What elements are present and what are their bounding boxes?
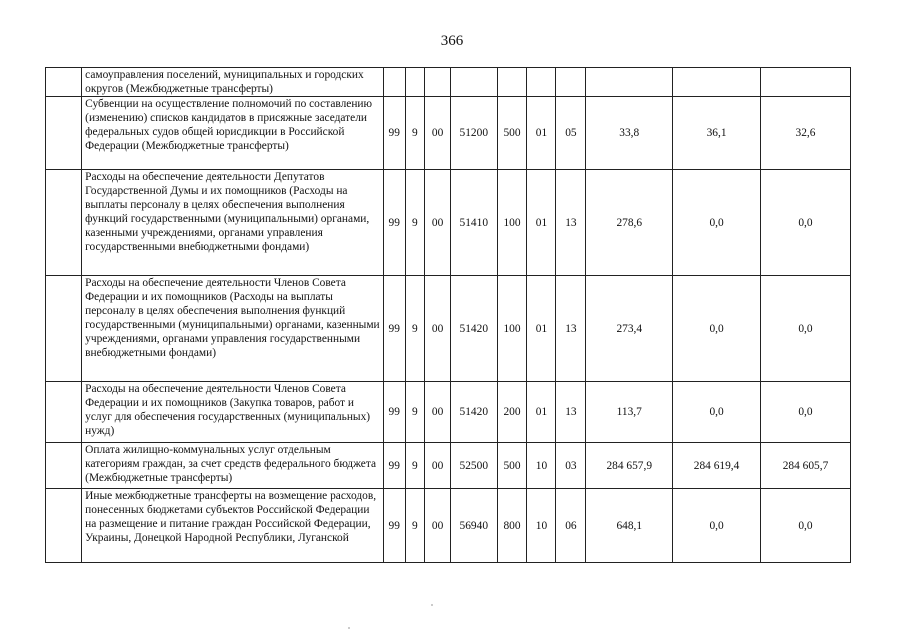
- amount-year-1: 33,8: [586, 97, 673, 170]
- row-description: Расходы на обеспечение деятельности Членов Совета Федерации и их помощников (Закупка товаров, работ и услуг для обеспечения государственных (муниципальных) нужд): [82, 382, 384, 443]
- code-program: 99: [383, 170, 405, 276]
- row-spacer-cell: [46, 276, 82, 382]
- code-program: 99: [383, 382, 405, 443]
- code-subsection: [556, 68, 586, 97]
- code-direction: [451, 68, 498, 97]
- code-subprogram: 9: [405, 443, 425, 489]
- code-expense-type: 500: [497, 443, 527, 489]
- amount-year-1: 278,6: [586, 170, 673, 276]
- amount-year-2: [673, 68, 761, 97]
- code-section: 01: [527, 382, 556, 443]
- amount-year-3: 284 605,7: [760, 443, 850, 489]
- code-direction: 51200: [451, 97, 498, 170]
- table-row: [46, 489, 851, 563]
- scan-speck: [348, 627, 350, 629]
- code-subprogram: 9: [405, 276, 425, 382]
- row-description: Оплата жилищно-коммунальных услуг отдельным категориям граждан, за счет средств федерального бюджета (Межбюджетные трансферты): [82, 443, 384, 489]
- code-program: 99: [383, 276, 405, 382]
- row-spacer-cell: [46, 68, 82, 97]
- table-row: [46, 97, 851, 170]
- code-section: 10: [527, 489, 556, 563]
- table-row: [46, 443, 851, 489]
- code-subsection: 06: [556, 489, 586, 563]
- code-expense-type: 800: [497, 489, 527, 563]
- code-section: 01: [527, 170, 556, 276]
- code-expense-type: [497, 68, 527, 97]
- code-subprogram: [405, 68, 425, 97]
- code-subsection: 05: [556, 97, 586, 170]
- table-row: [46, 382, 851, 443]
- code-subsection: 13: [556, 382, 586, 443]
- code-program: 99: [383, 97, 405, 170]
- code-expense-type: 500: [497, 97, 527, 170]
- amount-year-2: 0,0: [673, 276, 761, 382]
- amount-year-2: 284 619,4: [673, 443, 761, 489]
- code-section: [527, 68, 556, 97]
- amount-year-1: 273,4: [586, 276, 673, 382]
- code-direction: 51420: [451, 382, 498, 443]
- row-spacer-cell: [46, 489, 82, 563]
- code-main-activity: 00: [425, 170, 451, 276]
- code-subsection: 13: [556, 276, 586, 382]
- amount-year-2: 36,1: [673, 97, 761, 170]
- code-expense-type: 100: [497, 170, 527, 276]
- table-row: [46, 68, 851, 97]
- code-direction: 51410: [451, 170, 498, 276]
- amount-year-3: [760, 68, 850, 97]
- code-subprogram: 9: [405, 97, 425, 170]
- row-spacer-cell: [46, 170, 82, 276]
- code-expense-type: 200: [497, 382, 527, 443]
- row-spacer-cell: [46, 382, 82, 443]
- amount-year-1: [586, 68, 673, 97]
- code-expense-type: 100: [497, 276, 527, 382]
- row-spacer-cell: [46, 443, 82, 489]
- code-section: 10: [527, 443, 556, 489]
- code-main-activity: 00: [425, 97, 451, 170]
- table-row: [46, 276, 851, 382]
- code-main-activity: 00: [425, 276, 451, 382]
- code-subprogram: 9: [405, 382, 425, 443]
- code-section: 01: [527, 276, 556, 382]
- code-main-activity: 00: [425, 489, 451, 563]
- row-description: Иные межбюджетные трансферты на возмещение расходов, понесенных бюджетами субъектов Российской Федерации на размещение и питание граждан Российской Федерации, Украины, Донецкой Народной Республики, Луганской: [82, 489, 384, 563]
- row-description: Субвенции на осуществление полномочий по составлению (изменению) списков кандидатов в присяжные заседатели федеральных судов общей юрисдикции в Российской Федерации (Межбюджетные трансферты): [82, 97, 384, 170]
- code-section: 01: [527, 97, 556, 170]
- code-main-activity: 00: [425, 443, 451, 489]
- code-direction: 52500: [451, 443, 498, 489]
- amount-year-2: 0,0: [673, 489, 761, 563]
- row-description: Расходы на обеспечение деятельности Членов Совета Федерации и их помощников (Расходы на выплаты персоналу в целях обеспечения выполнения функций государственными (муниципальными) органами, казенными учреждениями, органами управления государственными внебюджетными фондами): [82, 276, 384, 382]
- scan-speck: [431, 604, 433, 606]
- table-row: [46, 170, 851, 276]
- code-program: [383, 68, 405, 97]
- amount-year-3: 0,0: [760, 382, 850, 443]
- amount-year-1: 284 657,9: [586, 443, 673, 489]
- code-subprogram: 9: [405, 489, 425, 563]
- page-number: 366: [440, 33, 464, 49]
- code-subsection: 13: [556, 170, 586, 276]
- code-program: 99: [383, 489, 405, 563]
- amount-year-1: 648,1: [586, 489, 673, 563]
- code-direction: 51420: [451, 276, 498, 382]
- budget-table: [45, 67, 851, 563]
- row-description: самоуправления поселений, муниципальных и городских округов (Межбюджетные трансферты): [82, 68, 384, 97]
- amount-year-3: 0,0: [760, 276, 850, 382]
- code-program: 99: [383, 443, 405, 489]
- amount-year-2: 0,0: [673, 382, 761, 443]
- code-main-activity: 00: [425, 382, 451, 443]
- row-spacer-cell: [46, 97, 82, 170]
- amount-year-2: 0,0: [673, 170, 761, 276]
- code-direction: 56940: [451, 489, 498, 563]
- row-description: Расходы на обеспечение деятельности Депутатов Государственной Думы и их помощников (Расходы на выплаты персоналу в целях обеспечения выполнения функций государственными (муниципальными) органами, казенными учреждениями, органами управления государственными внебюджетными фондами): [82, 170, 384, 276]
- code-main-activity: [425, 68, 451, 97]
- code-subprogram: 9: [405, 170, 425, 276]
- amount-year-3: 32,6: [760, 97, 850, 170]
- amount-year-1: 113,7: [586, 382, 673, 443]
- amount-year-3: 0,0: [760, 170, 850, 276]
- amount-year-3: 0,0: [760, 489, 850, 563]
- code-subsection: 03: [556, 443, 586, 489]
